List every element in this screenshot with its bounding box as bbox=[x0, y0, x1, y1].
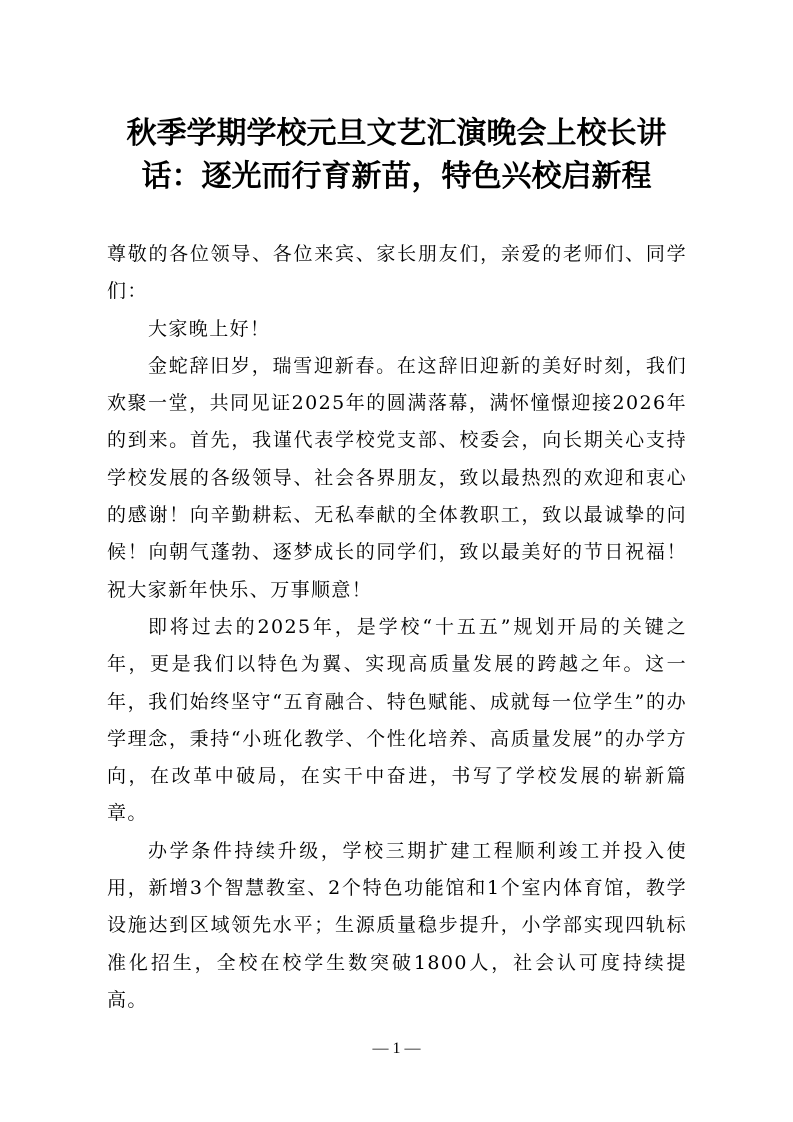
title-line-1: 秋季学期学校元旦文艺汇演晚会上校长讲 bbox=[126, 116, 667, 151]
body-paragraph: 即将过去的2025年，是学校“十五五”规划开局的关键之年，更是我们以特色为翼、实现高质量发展的跨越之年。这一年，我们始终坚守“五育融合、特色赋能、成就每一位学生”的办学理念，秉持“小班化教学、个性化培养、高质量发展”的办学方向，在改革中破局，在实干中奋进，书写了学校发展的崭新篇章。 bbox=[107, 615, 687, 825]
body-paragraph: 金蛇辞旧岁，瑞雪迎新春。在这辞旧迎新的美好时刻，我们欢聚一堂，共同见证2025年的圆满落幕，满怀憧憬迎接2026年的到来。首先，我谨代表学校党支部、校委会，向长期关心支持学校发展的各级领导、社会各界朋友，致以最热烈的欢迎和衷心的感谢！向辛勤耕耘、无私奉献的全体教职工，致以最诚挚的问候！向朝气蓬勃、逐梦成长的同学们，致以最美好的节日祝福！祝大家新年快乐、万事顺意！ bbox=[107, 354, 687, 601]
title-line-2: 话：逐光而行育新苗，特色兴校启新程 bbox=[141, 159, 652, 194]
document-body bbox=[107, 236, 687, 1019]
greeting-paragraph: 大家晚上好！ bbox=[148, 317, 271, 340]
page-number: — 1 — bbox=[372, 1040, 421, 1057]
document-title bbox=[100, 112, 693, 198]
body-paragraph: 办学条件持续升级，学校三期扩建工程顺利竣工并投入使用，新增3个智慧教室、2个特色功能馆和1个室内体育馆，教学设施达到区域领先水平；生源质量稳步提升，小学部实现四轨标准化招生，全校在校学生数突破1800人，社会认可度持续提高。 bbox=[107, 839, 687, 1011]
salutation-paragraph: 尊敬的各位领导、各位来宾、家长朋友们，亲爱的老师们、同学们： bbox=[107, 243, 687, 303]
